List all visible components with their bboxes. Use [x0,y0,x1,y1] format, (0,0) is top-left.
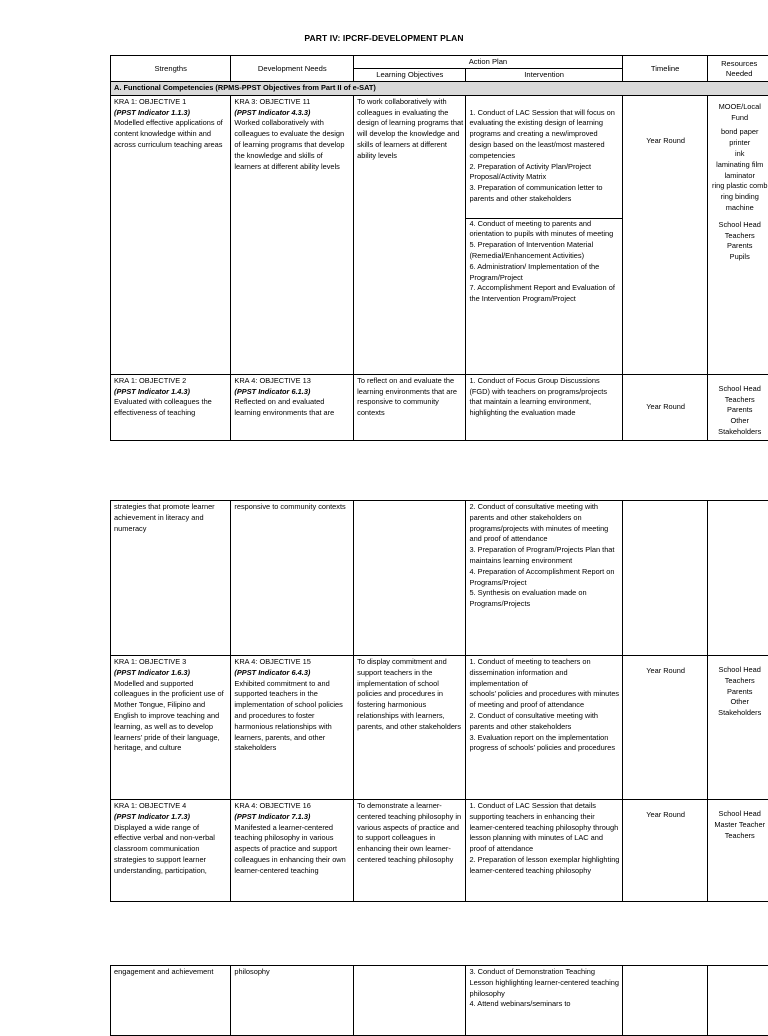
intervention-cell: 3. Conduct of Demonstration Teaching Lesson highlighting learner-centered teaching philosophy 4. Attend webinars/seminars to [466,966,622,1036]
intervention-cell: 1. Conduct of meeting to teachers on dissemination information and implementation of schools’ policies and procedures with minutes of meeting and proof of attendance 2. Conduct of consultative meeting with parents and other stakeholders 3. Evaluation report on the implementation progress of schools’ policies and procedures [466,656,622,800]
intervention-cell: 1. Conduct of LAC Session that details supporting teachers in enhancing their learner-centered teaching philosophy through lesson planning with minutes of LAC and proof of attendance 2. Preparation of lesson exemplar highlighting learner-centered teaching philosophy [466,800,622,902]
header-intervention: Intervention [466,69,622,82]
resources-cell: School Head Teachers Parents Other Stakeholders [708,374,768,440]
objective-cell: To reflect on and evaluate the learning environments that are responsive to community contexts [354,374,466,440]
resources-cell [708,966,768,1036]
table-row [111,800,768,902]
table-row [111,95,768,374]
timeline-cell: Year Round [622,800,708,902]
timeline-cell [622,966,708,1036]
timeline-cell [622,501,708,656]
header-strengths: Strengths [111,56,231,82]
header-timeline: Timeline [622,56,708,82]
strength-cell: engagement and achievement [111,966,231,1036]
intervention-cell: 1. Conduct of Focus Group Discussions (FGD) with teachers on programs/projects that maintain a learning environment, highlighting the evaluation made [466,374,622,440]
header-resources: Resources Needed [708,56,768,82]
intervention-cell: 2. Conduct of consultative meeting with parents and other stakeholders on programs/projects with minutes of meeting and proof of attendance 3. Preparation of Program/Projects Plan that maintains learning environment 4. Preparation of Accomplishment Report on Programs/Project 5. Synthesis on evaluation made on Programs/Projects [466,501,622,656]
development-plan-table-3 [110,965,768,1036]
objective-cell: To display commitment and support teachers in the implementation of school policies and procedures in fostering harmonious relationships with learners, parents, and other stakeholders [354,656,466,800]
development-plan-table-1 [110,55,768,441]
need-cell: KRA 3: OBJECTIVE 11 (PPST Indicator 4.3.3) Worked collaboratively with colleagues to evaluate the design of learning programs that develop the knowledge and skills of learners at different ability levels [231,95,354,374]
need-cell: KRA 4: OBJECTIVE 15 (PPST Indicator 6.4.3) Exhibited commitment to and supported teachers in the implementation of school policies and procedures to foster harmonious relationships with learners, parents, and other stakeholders [231,656,354,800]
header-action-plan: Action Plan [354,56,623,69]
resources-cell: MOOE/Local Fund bond paper printer ink laminating film laminator ring plastic comb ring binding machine School Head Teachers Parents Pupils [708,95,768,374]
strength-cell: KRA 1: OBJECTIVE 3 (PPST Indicator 1.6.3) Modelled and supported colleagues in the proficient use of Mother Tongue, Filipino and English to improve teaching and learning, as well as to develop learners’ pride of their language, heritage, and culture [111,656,231,800]
objective-cell [354,501,466,656]
table-row [111,501,768,656]
header-development-needs: Development Needs [231,56,354,82]
timeline-cell: Year Round [622,95,708,374]
section-functional-competencies: A. Functional Competencies (RPMS-PPST Objectives from Part II of e-SAT) [111,82,768,96]
objective-cell: To demonstrate a learner-centered teaching philosophy in various aspects of practice and to support colleagues in enhancing their own learner-centered teaching philosophy [354,800,466,902]
timeline-cell: Year Round [622,374,708,440]
table-row [111,374,768,440]
objective-cell: To work collaboratively with colleagues in evaluating the design of learning programs that will develop the knowledge and skills of learners at different ability levels [354,95,466,374]
page-title: PART IV: IPCRF-DEVELOPMENT PLAN [0,33,768,43]
objective-cell [354,966,466,1036]
table-row [111,966,768,1036]
resources-cell [708,501,768,656]
table-row [111,656,768,800]
strength-cell: KRA 1: OBJECTIVE 2 (PPST Indicator 1.4.3) Evaluated with colleagues the effectiveness of teaching [111,374,231,440]
strength-cell: KRA 1: OBJECTIVE 1 (PPST Indicator 1.1.3) Modelled effective applications of content knowledge within and across curriculum teaching areas [111,95,231,374]
need-cell: philosophy [231,966,354,1036]
need-cell: KRA 4: OBJECTIVE 16 (PPST Indicator 7.1.3) Manifested a learner-centered teaching philosophy in various aspects of practice and support colleagues in enhancing their own learner-centered teaching [231,800,354,902]
resources-cell: School Head Teachers Parents Other Stakeholders [708,656,768,800]
strength-cell: KRA 1: OBJECTIVE 4 (PPST Indicator 1.7.3) Displayed a wide range of effective verbal and non-verbal classroom communication strategies to support learner understanding, participation, [111,800,231,902]
intervention-part-b: 4. Conduct of meeting to parents and orientation to pupils with minutes of meeting 5. Preparation of Intervention Material (Remedial/Enhancement Activities) 6. Administration/ Implementation of the Program/Project 7. Accomplishment Report and Evaluation of the Intervention Program/Project [466,218,621,305]
intervention-part-a: 1. Conduct of LAC Session that will focus on evaluating the existing design of learning programs and creating a new/improved design based on the least/most mastered competencies 2. Preparation of Activity Plan/Project Proposal/Activity Matrix 3. Preparation of communication letter to parents and other stakeholders [469,108,619,205]
development-plan-table-2 [110,500,768,902]
need-cell: KRA 4: OBJECTIVE 13 (PPST Indicator 6.1.3) Reflected on and evaluated learning environments that are [231,374,354,440]
intervention-cell [466,95,622,374]
resources-cell: School Head Master Teacher Teachers [708,800,768,902]
timeline-cell: Year Round [622,656,708,800]
strength-cell: strategies that promote learner achievement in literacy and numeracy [111,501,231,656]
need-cell: responsive to community contexts [231,501,354,656]
header-learning-objectives: Learning Objectives [354,69,466,82]
